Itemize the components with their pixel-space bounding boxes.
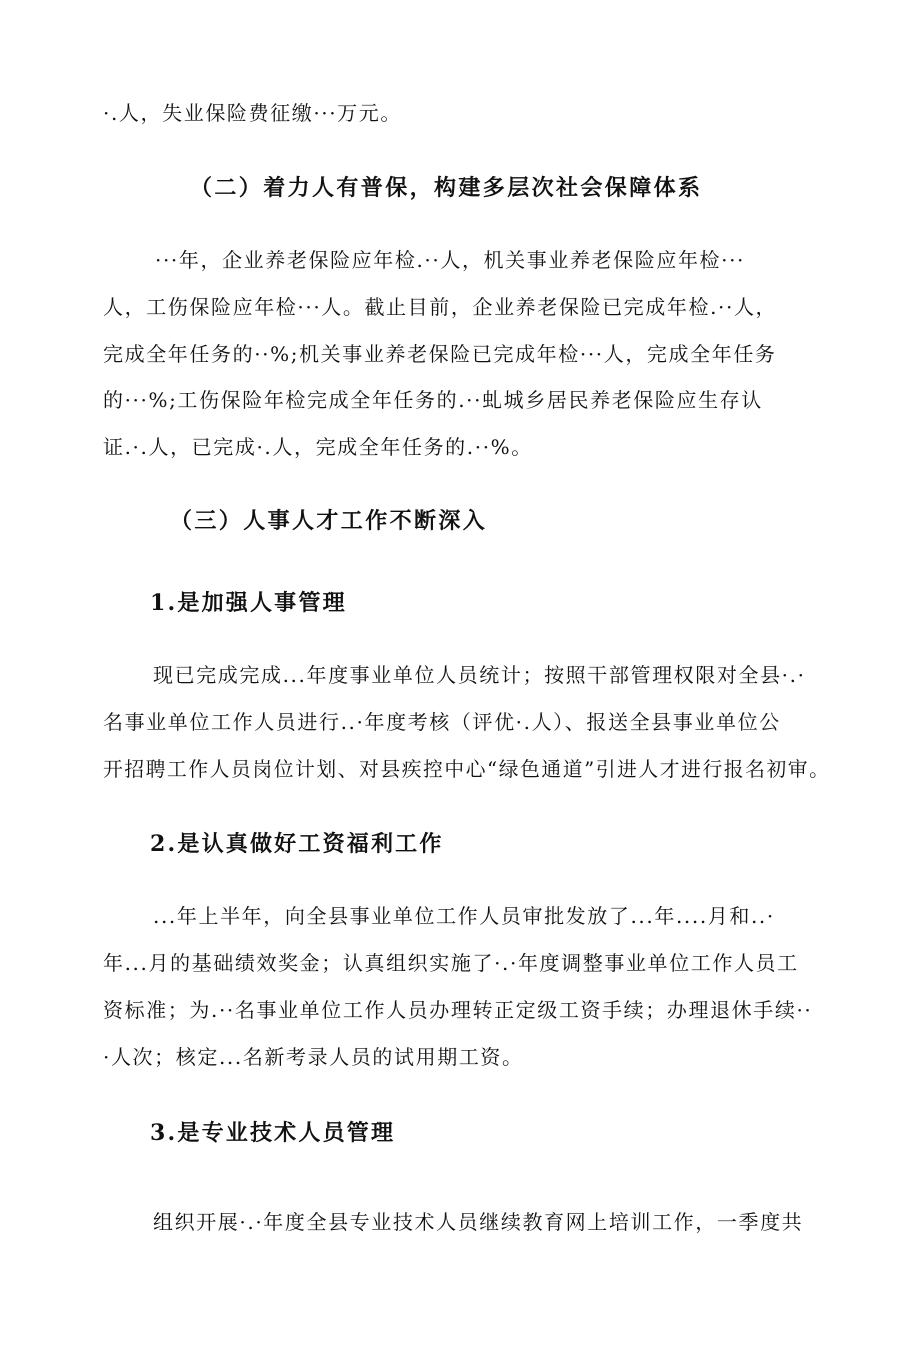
paragraph-line: ···年，企业养老保险应年检.··人，机关事业养老保险应年检··· — [155, 248, 746, 272]
item-2-heading: 2.是认真做好工资福利工作 — [150, 831, 444, 857]
paragraph-line: 名事业单位工作人员进行..·年度考核（评优·.人）、报送全县事业单位公 — [103, 710, 781, 734]
section-2-heading: （二）着力人有普保，构建多层次社会保障体系 — [190, 175, 703, 201]
paragraph-line: ·人次；核定...名新考录人员的试用期工资。 — [103, 1045, 524, 1069]
paragraph-line: 开招聘工作人员岗位计划、对县疾控中心“绿色通道”引进人才进行报名初审。 — [103, 757, 831, 781]
item-3-heading: 3.是专业技术人员管理 — [150, 1120, 396, 1146]
paragraph-line: 资标准；为.··名事业单位工作人员办理转正定级工资手续；办理退休手续·· — [103, 998, 813, 1022]
paragraph-line: 证.·.人，已完成·.人，完成全年任务的.··%。 — [103, 435, 533, 459]
paragraph-line: 年...月的基础绩效奖金；认真组织实施了·.·年度调整事业单位工作人员工 — [103, 951, 799, 975]
paragraph-line: 组织开展·.·年度全县专业技术人员继续教育网上培训工作，一季度共 — [153, 1210, 804, 1234]
paragraph-line: 的···%;工伤保险年检完成全年任务的.··虬城乡居民养老保险应生存认 — [103, 388, 763, 412]
intro-line: ·.人，失业保险费征缴···万元。 — [103, 101, 402, 125]
paragraph-line: 人，工伤保险应年检···人。截止目前，企业养老保险已完成年检.··人， — [103, 295, 778, 319]
paragraph-line: ...年上半年，向全县事业单位工作人员审批发放了...年....月和..· — [153, 904, 775, 928]
paragraph-line: 现已完成完成...年度事业单位人员统计；按照干部管理权限对全县·.· — [153, 663, 806, 687]
item-1-heading: 1.是加强人事管理 — [150, 590, 347, 616]
section-3-heading: （三）人事人才工作不断深入 — [170, 508, 488, 534]
paragraph-line: 完成全年任务的··%;机关事业养老保险已完成年检···人，完成全年任务 — [103, 342, 777, 366]
